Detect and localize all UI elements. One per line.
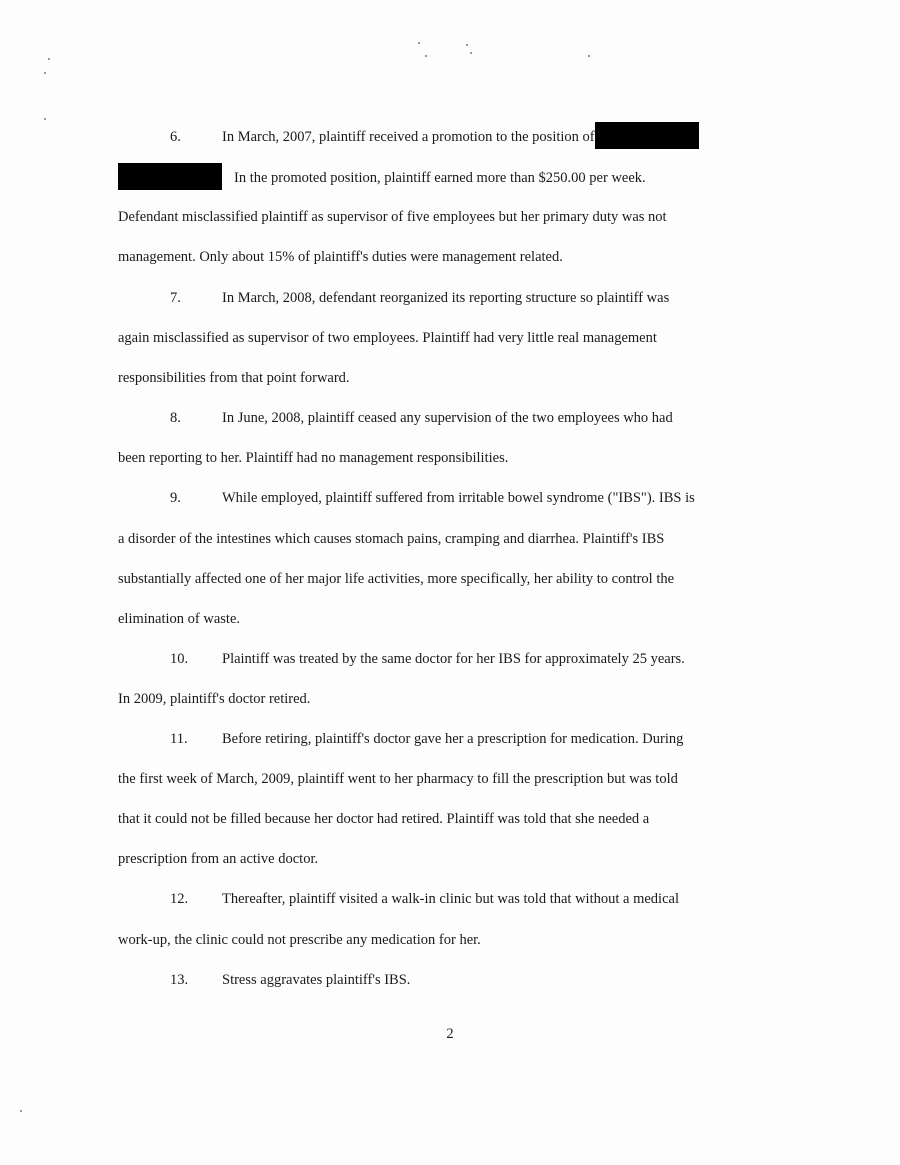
paragraph-8-line-1 [170,408,673,428]
paragraph-number: 10. [170,651,189,667]
paragraph-6-line-4: management. Only about 15% of plaintiff's duties were management related. [118,249,563,265]
paragraph-9-line-4: elimination of waste. [118,611,241,627]
paragraph-number: 11. [170,731,188,747]
paragraph-10-line-1 [170,649,685,669]
scan-speck [44,72,46,74]
paragraph-text: In March, 2007, plaintiff received a promotion to the position of [222,128,595,145]
scan-speck [425,55,427,57]
paragraph-number: 12. [170,891,189,907]
scan-speck [418,42,420,44]
paragraph-6-line-1 [170,126,699,149]
paragraph-11-line-4: prescription from an active doctor. [118,851,319,867]
paragraph-9-line-2: a disorder of the intestines which causes stomach pains, cramping and diarrhea. Plaintiff's IBS [118,531,665,547]
paragraph-11-line-1 [170,729,683,749]
paragraph-number: 7. [170,290,181,306]
page-number: 2 [446,1026,454,1042]
redaction-block [595,122,699,149]
paragraph-text: In the promoted position, plaintiff earned more than $250.00 per week. [234,169,646,186]
scan-speck [470,52,472,54]
paragraph-number: 8. [170,410,181,426]
paragraph-6-line-2 [118,167,646,190]
paragraph-8-line-2: been reporting to her. Plaintiff had no management responsibilities. [118,450,509,466]
paragraph-number: 9. [170,490,181,506]
redaction-block [118,163,222,190]
paragraph-9-line-3: substantially affected one of her major life activities, more specifically, her ability to control the [118,571,675,587]
paragraph-11-line-3: that it could not be filled because her doctor had retired. Plaintiff was told that she needed a [118,811,650,827]
paragraph-7-line-3: responsibilities from that point forward. [118,370,350,386]
paragraph-text: In June, 2008, plaintiff ceased any supervision of the two employees who had [222,410,673,426]
scan-speck [466,44,468,46]
scan-speck [20,1110,22,1112]
paragraph-text: Plaintiff was treated by the same doctor for her IBS for approximately 25 years. [222,651,685,667]
paragraph-6-line-3: Defendant misclassified plaintiff as supervisor of five employees but her primary duty was not [118,209,667,225]
paragraph-text: Thereafter, plaintiff visited a walk-in clinic but was told that without a medical [222,891,679,907]
paragraph-text: Before retiring, plaintiff's doctor gave her a prescription for medication. During [222,731,684,747]
paragraph-10-line-2: In 2009, plaintiff's doctor retired. [118,691,311,707]
paragraph-number: 6. [170,128,181,145]
scan-speck [588,55,590,57]
paragraph-text: In March, 2008, defendant reorganized its reporting structure so plaintiff was [222,290,670,306]
paragraph-13-line-1 [170,970,410,990]
paragraph-12-line-2: work-up, the clinic could not prescribe any medication for her. [118,932,481,948]
paragraph-11-line-2: the first week of March, 2009, plaintiff went to her pharmacy to fill the prescription but was told [118,771,678,787]
paragraph-9-line-1 [170,488,695,508]
scan-speck [48,58,50,60]
paragraph-12-line-1 [170,889,679,909]
paragraph-7-line-1 [170,288,669,308]
paragraph-text: While employed, plaintiff suffered from irritable bowel syndrome ("IBS"). IBS is [222,490,695,506]
paragraph-number: 13. [170,972,189,988]
paragraph-7-line-2: again misclassified as supervisor of two employees. Plaintiff had very little real management [118,330,657,346]
scan-speck [44,118,46,120]
paragraph-text: Stress aggravates plaintiff's IBS. [222,972,411,988]
